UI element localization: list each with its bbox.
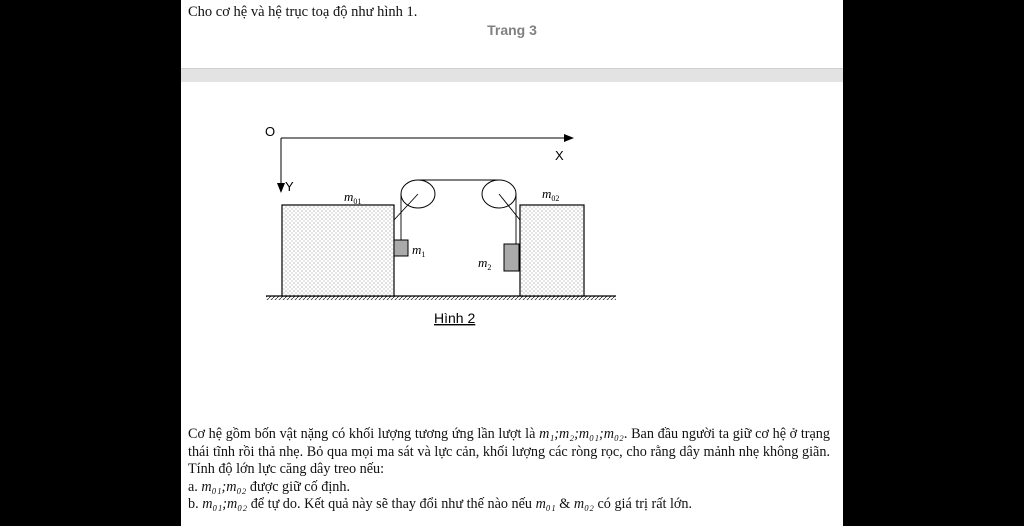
label-m01: $m_{01}$ — [344, 189, 362, 206]
axis-origin-label: O — [265, 124, 276, 139]
axis-x-label: X — [555, 148, 564, 163]
label-m1: $m_1$ — [412, 242, 426, 259]
hanging-mass-m2 — [504, 244, 519, 271]
block-m02 — [520, 205, 584, 296]
document-page-main — [181, 82, 843, 526]
block-m01 — [282, 205, 394, 296]
item-b-mass-1: m₀₁ — [535, 496, 556, 512]
ground-hatch — [266, 296, 616, 300]
problem-statement — [188, 426, 830, 479]
item-b-label: b. — [188, 496, 199, 512]
item-b-mass-2: m₀₂ — [573, 496, 594, 512]
problem-text — [188, 426, 830, 514]
axis-y-label: Y — [285, 179, 294, 194]
figure-caption: Hình 2 — [434, 310, 476, 326]
statement-part-1: Cơ hệ gồm bốn vật nặng có khối lượng tương ứng lần lượt là — [188, 426, 540, 442]
item-a — [188, 479, 830, 497]
page-footer: Trang 3 — [487, 22, 537, 38]
item-a-masses: m₀₁;m₀₂ — [201, 478, 247, 495]
document-page-top — [181, 0, 843, 68]
item-a-text: được giữ cố định. — [246, 478, 351, 495]
statement-part-2: . Ban đầu người ta giữ cơ hệ ở trạng thái tĩnh rồi thả nhẹ. Bỏ qua mọi ma sát và lực cản, khối lượng các ròng rọc, cho rằng dây mảnh nhẹ không giãn. Tính độ lớn lực căng dây treo nếu: — [188, 426, 830, 477]
statement-masses: m₁;m₂;m₀₁;m₀₂ — [539, 426, 624, 442]
hanging-mass-m1 — [394, 240, 408, 256]
item-b — [188, 496, 830, 514]
label-m02: $m_{02}$ — [542, 186, 560, 203]
item-b-amp: & — [555, 496, 574, 512]
intro-line: Cho cơ hệ và hệ trục toạ độ như hình 1. — [188, 4, 418, 20]
label-m2: $m_2$ — [478, 255, 492, 272]
physics-figure — [261, 122, 631, 342]
item-b-masses: m₀₁;m₀₂ — [202, 496, 248, 512]
item-b-text: để tự do. Kết quả này sẽ thay đổi như thế nào nếu — [247, 496, 536, 512]
item-a-label: a. — [188, 478, 198, 495]
item-b-end: có giá trị rất lớn. — [593, 496, 693, 512]
page-separator — [181, 68, 843, 83]
